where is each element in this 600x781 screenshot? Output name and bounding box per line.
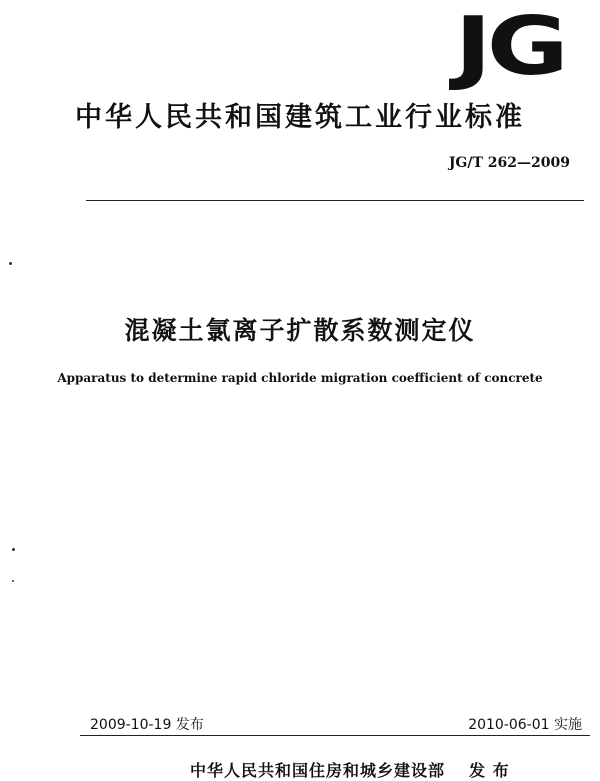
implementation-date: 2010-06-01 实施 [468,717,582,733]
scan-dot [12,548,15,551]
issue-date: 2009-10-19 发布 [90,717,204,733]
document-title-english: Apparatus to determine rapid chloride migration coefficient of concrete [57,371,543,385]
publisher-issue-label: 发 布 [469,761,510,780]
standard-number: JG/T 262—2009 [448,155,570,171]
document-title-chinese: 混凝土氯离子扩散系数测定仪 [124,316,476,345]
standard-category-title: 中华人民共和国建筑工业行业标准 [75,102,525,133]
publisher-line [190,758,510,781]
scan-dot [9,262,12,265]
publisher-name: 中华人民共和国住房和城乡建设部 [190,761,446,780]
jg-logo: JG [454,0,564,93]
scan-dot [12,580,14,582]
bottom-divider [80,735,590,736]
top-divider [86,200,584,201]
